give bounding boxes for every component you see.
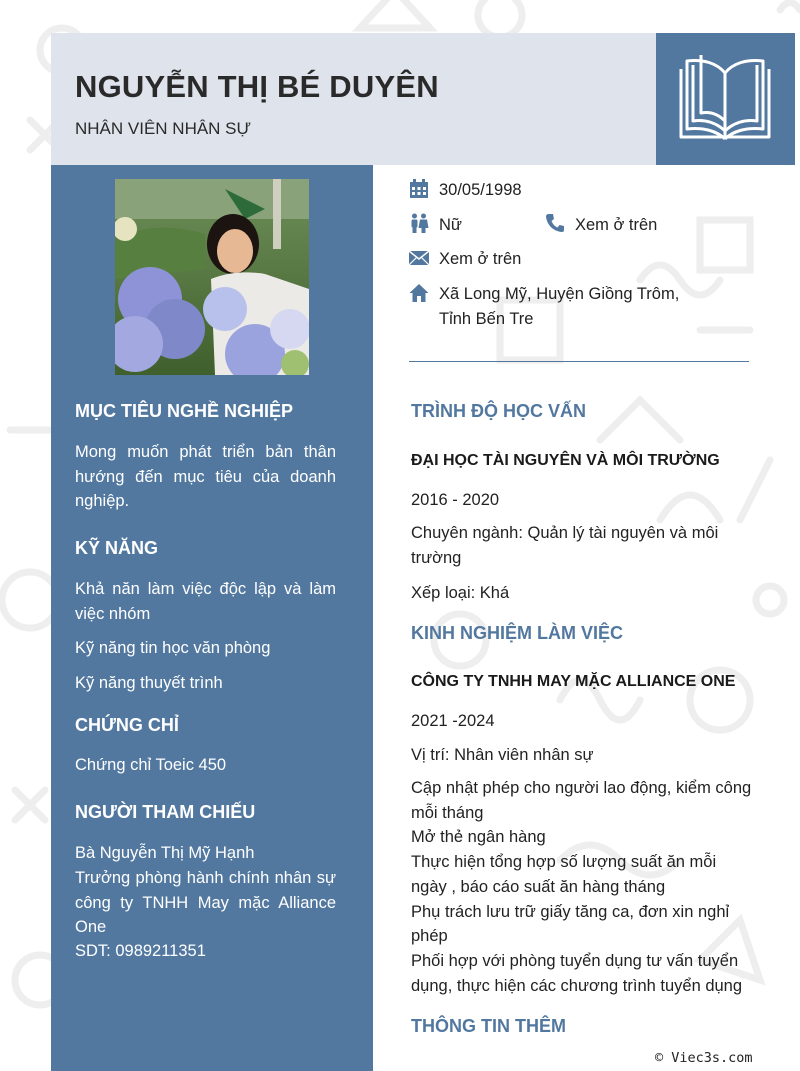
candidate-name: NGUYỄN THỊ BÉ DUYÊN bbox=[75, 69, 439, 104]
references-heading: NGƯỜI THAM CHIẾU bbox=[75, 802, 256, 822]
gender-icon bbox=[409, 213, 429, 233]
education-grade: Xếp loại: Khá bbox=[411, 584, 510, 602]
company-name: CÔNG TY TNHH MAY MẶC ALLIANCE ONE bbox=[411, 673, 736, 690]
address-line1: Xã Long Mỹ, Huyện Giồng Trôm, bbox=[439, 285, 680, 303]
objective-heading: MỤC TIÊU NGHỀ NGHIỆP bbox=[75, 401, 294, 421]
experience-period: 2021 -2024 bbox=[411, 712, 495, 730]
skill-item: Kỹ năng tin học văn phòng bbox=[75, 639, 271, 657]
certificate-item: Chứng chỉ Toeic 450 bbox=[75, 756, 227, 774]
birthday-value: 30/05/1998 bbox=[439, 181, 522, 199]
reference-phone: SDT: 0989211351 bbox=[75, 942, 206, 960]
address-line2: Tỉnh Bến Tre bbox=[439, 310, 534, 328]
experience-position: Vị trí: Nhân viên nhân sự bbox=[411, 746, 594, 764]
education-major: Chuyên ngành: Quản lý tài nguyên và môi trường bbox=[411, 524, 719, 567]
home-icon bbox=[409, 283, 429, 303]
email-value: Xem ở trên bbox=[439, 250, 522, 268]
skill-item: Khả năn làm việc độc lập và làm việc nhóm bbox=[75, 580, 336, 623]
experience-heading: KINH NGHIỆM LÀM VIỆC bbox=[411, 623, 624, 643]
gender-value: Nữ bbox=[439, 216, 462, 234]
email-icon bbox=[409, 248, 429, 268]
reference-name: Bà Nguyễn Thị Mỹ Hạnh bbox=[75, 844, 255, 862]
experience-duties: Cập nhật phép cho người lao động, kiểm công mỗi tháng Mở thẻ ngân hàng Thực hiện tổng hợp số lượng suất ăn mỗi ngày , báo cáo suất ăn hàng tháng Phụ trách lưu trữ giấy tăng ca, đơn xin nghỉ phép Phối hợp với phòng tuyển dụng tư vấn tuyển dụng, thực hiện các chương trình tuyển dụng bbox=[411, 779, 752, 995]
phone-value: Xem ở trên bbox=[575, 216, 658, 234]
left-sidebar bbox=[51, 165, 373, 1071]
main-content bbox=[373, 165, 800, 1071]
book-icon bbox=[677, 51, 773, 143]
reference-position: Trưởng phòng hành chính nhân sự công ty TNHH May mặc Alliance One bbox=[75, 869, 336, 936]
header-bar bbox=[51, 33, 656, 165]
education-heading: TRÌNH ĐỘ HỌC VẤN bbox=[411, 401, 586, 421]
certificates-heading: CHỨNG CHỈ bbox=[75, 715, 179, 735]
profile-photo bbox=[115, 179, 309, 375]
skill-item: Kỹ năng thuyết trình bbox=[75, 674, 223, 692]
header-icon-box bbox=[656, 33, 795, 165]
additional-heading: THÔNG TIN THÊM bbox=[411, 1016, 566, 1036]
school-name: ĐẠI HỌC TÀI NGUYÊN VÀ MÔI TRƯỜNG bbox=[411, 452, 720, 469]
contact-divider bbox=[409, 361, 749, 362]
phone-icon bbox=[545, 213, 565, 233]
skills-heading: KỸ NĂNG bbox=[75, 538, 159, 558]
calendar-icon bbox=[409, 179, 429, 199]
copyright-text: © Viec3s.com bbox=[655, 1050, 753, 1066]
objective-text: Mong muốn phát triển bản thân hướng đến mục tiêu của doanh nghiệp. bbox=[75, 443, 336, 510]
education-period: 2016 - 2020 bbox=[411, 491, 500, 509]
job-title: NHÂN VIÊN NHÂN SỰ bbox=[75, 119, 252, 138]
